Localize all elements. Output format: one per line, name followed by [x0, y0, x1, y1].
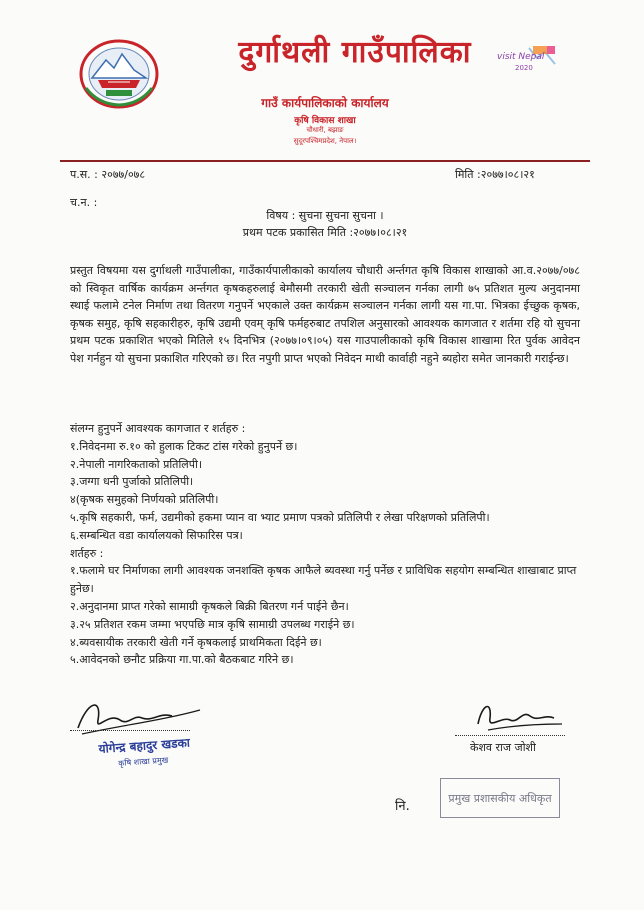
official-stamp: प्रमुख प्रशासकीय अधिकृत: [440, 778, 560, 818]
list-item: १.फलामे घर निर्माणका लागी आवश्यक जनशक्ति कृषक आफैले ब्यवस्था गर्नु पर्नेछ र प्राविधिक सहयोग सम्बन्धित शाखाबाट प्राप्त हुनेछ।: [70, 564, 577, 596]
list-item: २.अनुदानमा प्राप्त गरेको सामाग्री कृषकले बिक्री बितरण गर्न पाईने छैन।: [70, 599, 349, 613]
list-item: २.नेपाली नागरिकताको प्रतिलिपी।: [70, 457, 203, 471]
list-item: ६.सम्बन्धित वडा कार्यालयको सिफारिस पत्र।: [70, 528, 243, 542]
nishan-mark: नि.: [395, 799, 410, 814]
office-name: गाउँ कार्यपालिकाको कार्यालय: [261, 96, 389, 110]
notice-body: प्रस्तुत विषयमा यस दुर्गाथली गाउँपालीका, गाउँकार्यपालीकाको कार्यालय चौधारी अर्न्तगत कृषि विकास शाखाको आ.व.२०७७/०७८ को स्विकृत वार्षिक कार्यक्रम अर्न्तगत कृषकहरुलाई बेमौसमी तरकारी खेती सञ्चालन गर्नका लागी ७५ प्रतिशत मुल्य अनुदानमा स्थाई फलामे टनेल निर्माण तथा वितरण गनुपर्ने भएकाले उक्त कार्यक्रम सञ्चालन गर्नका लागी यस गा.पा. भित्रका ईच्छुक कृषक, कृषक समुह, कृषि सहकारीहरु, कृषि उद्यमी एवम् कृषि फर्महरुबाट तपशिल अनुसारको आवश्यक कागजात र शर्तमा रहि यो सुचना प्रथम पटक प्रकाशित भएको मितिले १५ दिनभित्र (२०७७।०९।०५) यस गाउपालीकाको कृषि विकास शाखामा रित पुर्वक आवेदन पेश गर्नहुन यो सुचना प्रकाशित गरिएको छ। रित नपुगी प्राप्त भएको निवेदन माथी कार्वाही नहुने ब्यहोरा समेत जानकारी गराईन्छ।: [70, 264, 580, 365]
letter-date: मिति :२०७७।०८।२१: [455, 168, 535, 181]
signatory-left-name: योगेन्द्र बहादुर खडका: [98, 735, 191, 756]
municipality-emblem-icon: [78, 38, 160, 110]
signatory-right-name: केशव राज जोशी: [470, 741, 536, 754]
first-published-date: प्रथम पटक प्रकासित मिति :२०७७।०८।२१: [242, 226, 408, 239]
list-item: ३.२५ प्रतिशत रकम जम्मा भएपछि मात्र कृषि सामाग्री उपलब्ध गराईने छ।: [70, 617, 355, 631]
signature-right-icon: [458, 690, 568, 738]
list-item: ५.आवेदनको छनौट प्रक्रिया गा.पा.को बैठकबाट गरिने छ।: [70, 653, 294, 667]
list-item: ४.ब्यवसायीक तरकारी खेती गर्ने कृषकलाई प्राथमिकता दिईने छ।: [70, 635, 322, 649]
conditions-heading: शर्तहरु :: [70, 546, 104, 560]
signature-line-left: [70, 730, 190, 731]
reference-number: प.स. : २०७७/०७८: [70, 168, 146, 181]
list-item: १.निवेदनमा रु.१० को हुलाक टिकट टांस गरेको हुनुपर्ने छ।: [70, 439, 298, 453]
address-line-2: सुदूरपश्चिमप्रदेश, नेपाल।: [293, 137, 357, 145]
address-line-1: चौधारी, बझाङ: [306, 126, 344, 134]
municipality-title: दुर्गाथली गाउँपालिका: [238, 35, 472, 70]
list-item: ३.जग्गा धनी पुर्जाको प्रतिलिपी।: [70, 475, 194, 489]
signatory-left-designation: कृषि शाखा प्रमुख: [118, 755, 169, 768]
visit-nepal-year: 2020: [515, 64, 533, 72]
signature-left-icon: [68, 690, 208, 740]
list-item: ४(कृषक समुहको निर्णयको प्रतिलिपी।: [70, 493, 219, 507]
subject-line: विषय : सुचना सुचना सुचना ।: [266, 209, 384, 222]
header-divider: [60, 160, 590, 162]
visit-nepal-text: visit Nepal: [497, 52, 545, 62]
dispatch-number: च.न. :: [70, 196, 98, 209]
list-item: ५.कृषि सहकारी, फर्म, उद्यमीको हकमा प्यान वा भ्याट प्रमाण पत्रको प्रतिलिपी र लेखा परिक्षणको प्रतिलिपी।: [70, 510, 490, 524]
branch-name: कृषि विकास शाखा: [294, 116, 356, 126]
requirements-list: [70, 420, 580, 669]
requirements-heading: संलग्न हुनुपर्ने आवश्यक कागजात र शर्तहरु :: [70, 422, 246, 435]
signature-line-right: [455, 735, 565, 736]
